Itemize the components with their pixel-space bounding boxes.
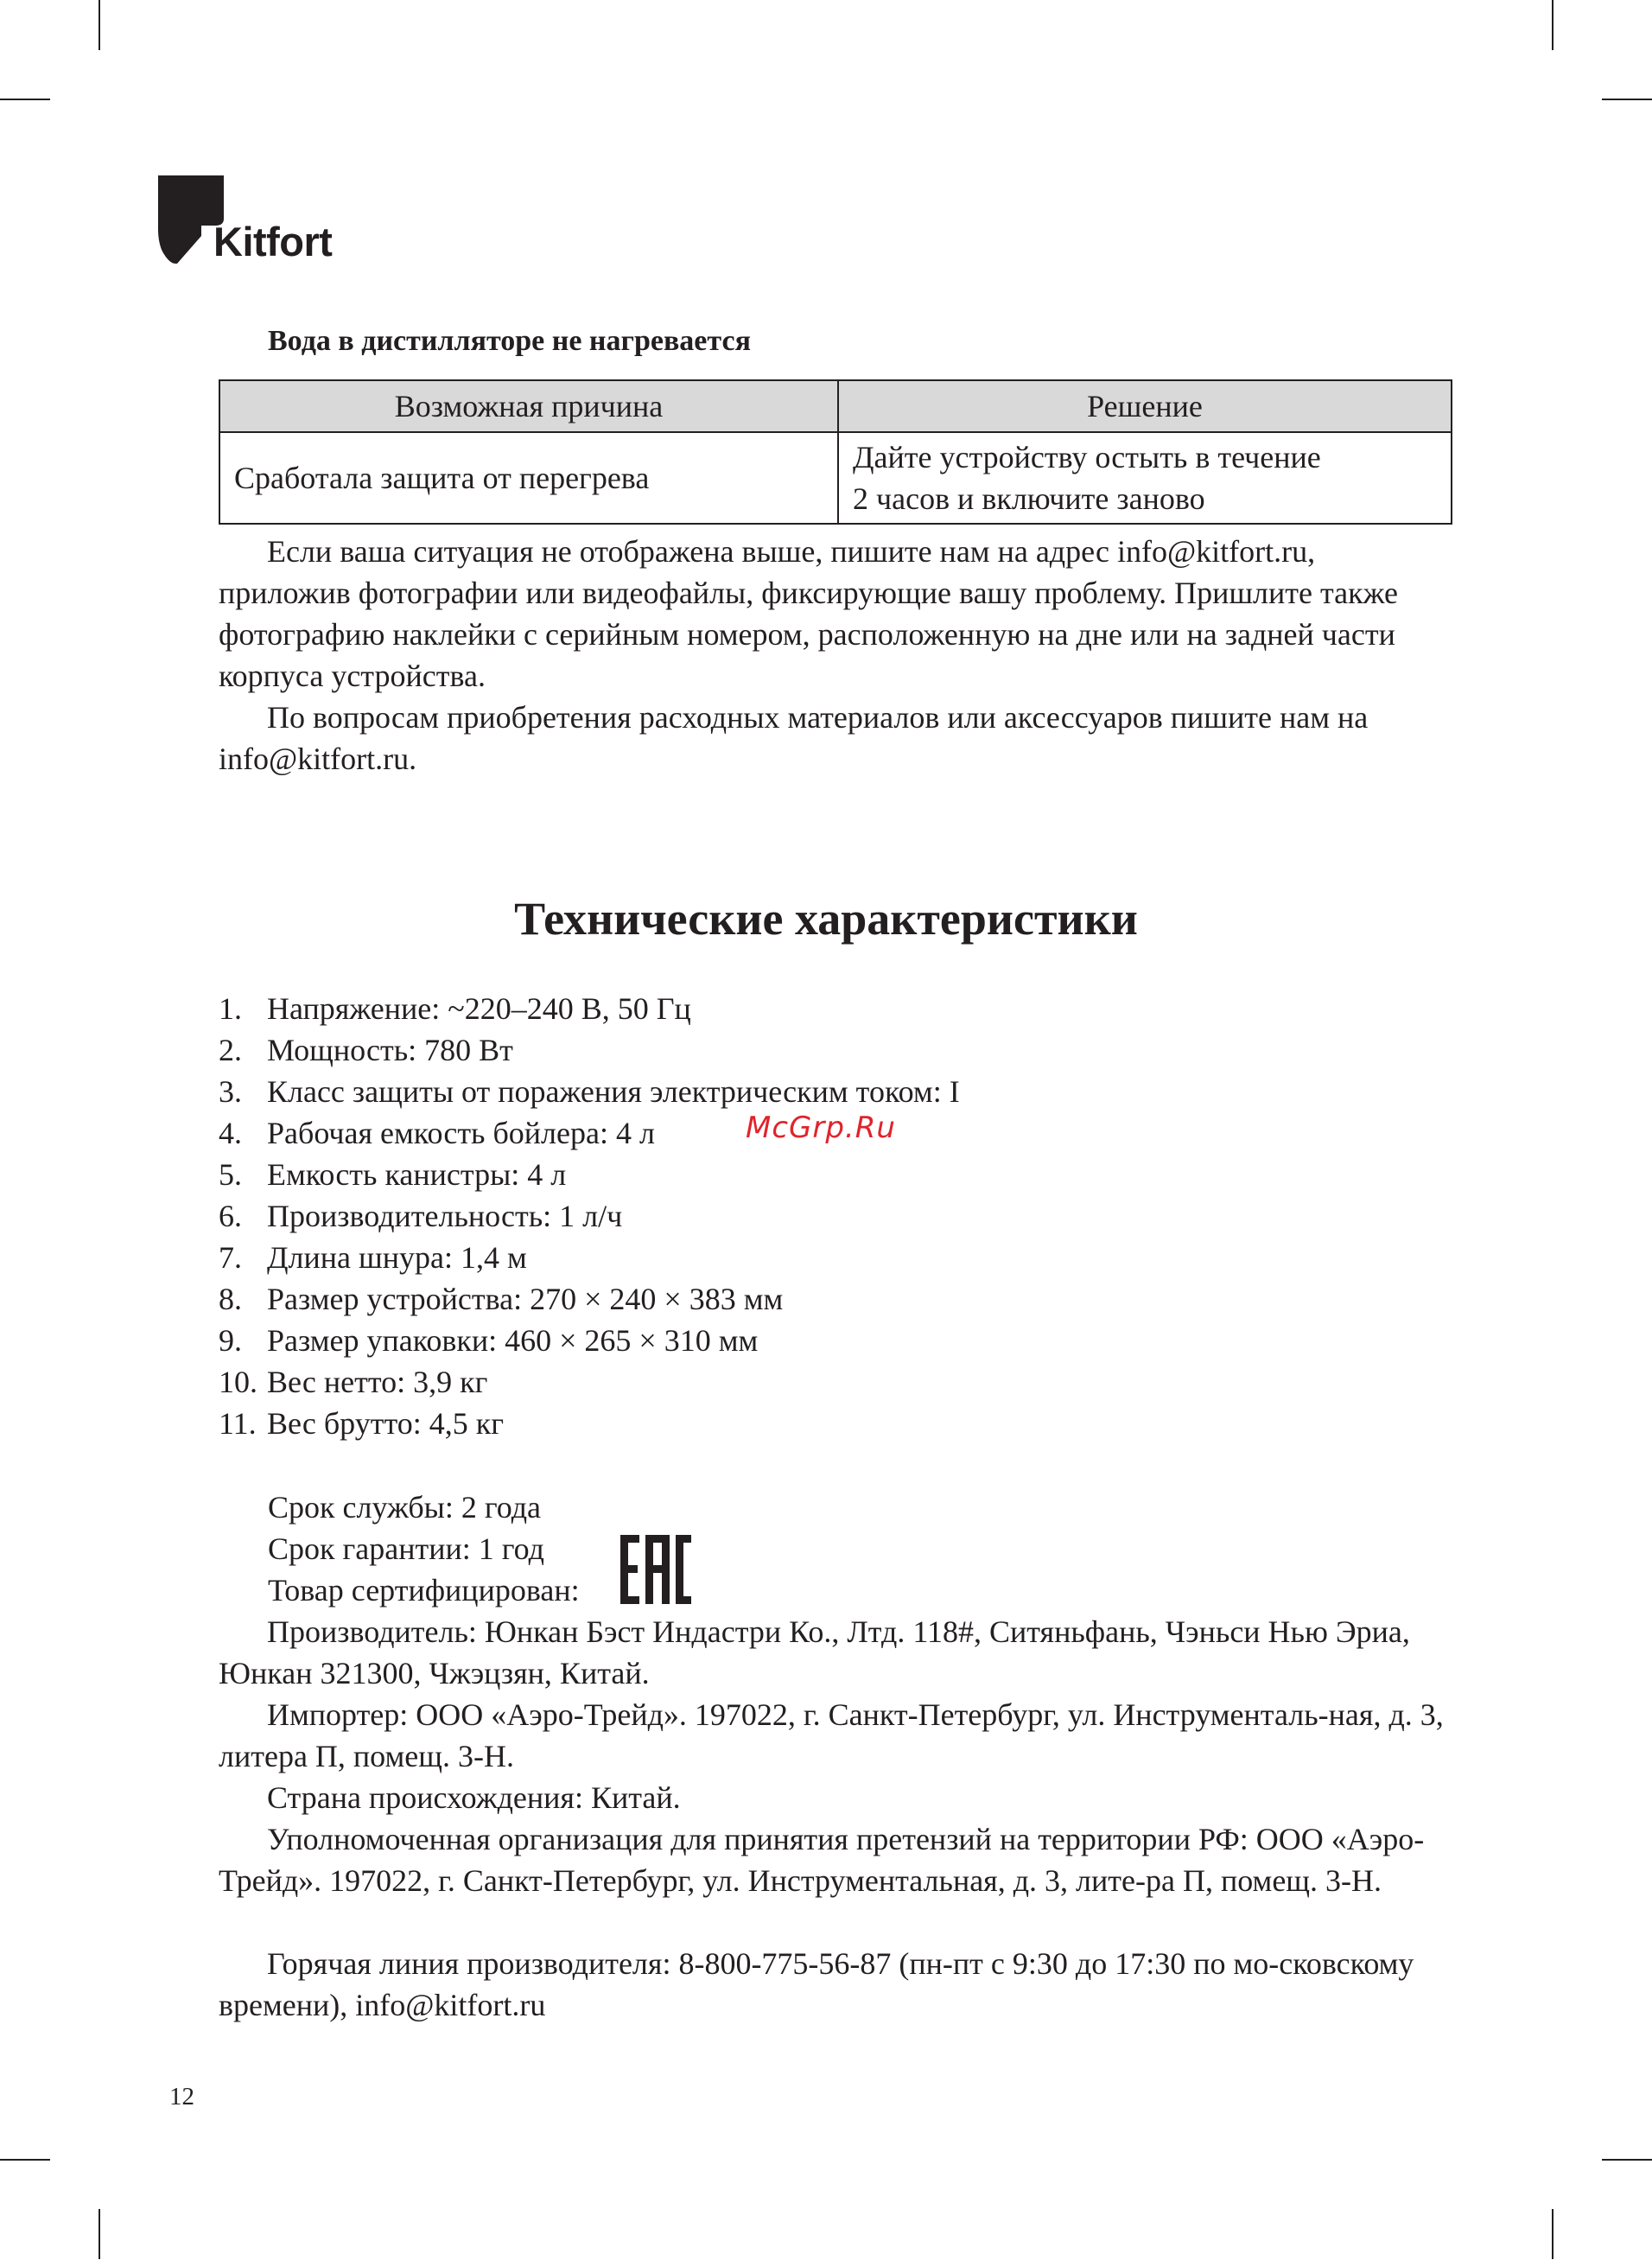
watermark: McGrp.Ru xyxy=(746,1111,896,1145)
crop-mark xyxy=(98,2209,100,2259)
item-number: 4. xyxy=(219,1116,242,1150)
item-number: 2. xyxy=(219,1033,242,1067)
warranty: Срок гарантии: 1 год xyxy=(268,1531,544,1566)
item-text: Напряжение: ~220–240 В, 50 Гц xyxy=(267,991,691,1026)
eac-mark xyxy=(620,1535,691,1608)
solution-line: 2 часов и включите заново xyxy=(853,481,1205,516)
item-number: 8. xyxy=(219,1282,242,1316)
item-text: Размер устройства: 270 × 240 × 383 мм xyxy=(267,1282,784,1316)
crop-mark xyxy=(1552,0,1554,50)
list-item xyxy=(219,1237,960,1278)
origin: Страна происхождения: Китай. xyxy=(267,1780,681,1815)
column-header-cause: Возможная причина xyxy=(219,380,838,432)
table-row xyxy=(219,432,1452,524)
troubleshoot-heading: Вода в дистилляторе не нагревается xyxy=(268,325,751,357)
item-text: Рабочая емкость бойлера: 4 л xyxy=(267,1116,655,1150)
crop-mark xyxy=(0,2159,50,2161)
accessories-paragraph: По вопросам приобретения расходных материалов или аксессуаров пишите нам на info@kitfort.ru. xyxy=(219,700,1369,776)
list-item xyxy=(219,1403,960,1444)
list-item xyxy=(219,1361,960,1403)
item-text: Вес брутто: 4,5 кг xyxy=(267,1406,504,1441)
specs-list xyxy=(219,988,960,1444)
crop-mark xyxy=(1552,2209,1554,2259)
contact-paragraph: Если ваша ситуация не отображена выше, пишите нам на адрес info@kitfort.ru, приложив фотографии или видеофайлы, фиксирующие вашу проблему. Пришлите также фотографию наклейки с серийным номером, расположенную на дне или на задней части корпуса устройства. xyxy=(219,534,1399,693)
solution-cell xyxy=(838,432,1452,524)
item-number: 5. xyxy=(219,1157,242,1192)
item-text: Класс защиты от поражения электрическим током: I xyxy=(267,1074,960,1109)
item-number: 9. xyxy=(219,1323,242,1358)
manufacturer: Производитель: Юнкан Бэст Индастри Ко., Лтд. 118#, Ситяньфань, Чэньси Нью Эриа, Юнкан 321300, Чжэцзян, Китай. xyxy=(219,1614,1410,1690)
item-text: Мощность: 780 Вт xyxy=(267,1033,513,1067)
list-item xyxy=(219,1195,960,1237)
crop-mark xyxy=(1602,2159,1652,2161)
list-item xyxy=(219,1071,960,1112)
authorized-organization: Уполномоченная организация для принятия претензий на территории РФ: ООО «Аэро-Трейд». 197022, г. Санкт-Петербург, ул. Инструментальная, д. 3, лите-ра П, помещ. 3-Н. xyxy=(219,1822,1425,1898)
list-item xyxy=(219,1154,960,1195)
column-header-solution: Решение xyxy=(838,380,1452,432)
item-text: Производительность: 1 л/ч xyxy=(267,1199,623,1233)
service-life: Срок службы: 2 года xyxy=(268,1490,542,1525)
hotline: Горячая линия производителя: 8-800-775-56-87 (пн-пт с 9:30 до 17:30 по мо-сковскому времени), info@kitfort.ru xyxy=(219,1946,1414,2022)
brand-name: Kitfort xyxy=(213,219,333,264)
item-number: 6. xyxy=(219,1199,242,1233)
list-item xyxy=(219,1029,960,1071)
importer: Импортер: ООО «Аэро-Трейд». 197022, г. Санкт-Петербург, ул. Инструменталь-ная, д. 3, литера П, помещ. 3-Н. xyxy=(219,1697,1444,1773)
crop-mark xyxy=(0,99,50,100)
crop-mark xyxy=(1602,99,1652,100)
page-number: 12 xyxy=(169,2083,194,2110)
crop-mark xyxy=(98,0,100,50)
table-header-row xyxy=(219,380,1452,432)
item-number: 7. xyxy=(219,1240,242,1275)
certified-label: Товар сертифицирован: xyxy=(268,1573,580,1607)
item-number: 3. xyxy=(219,1074,242,1109)
item-number: 11. xyxy=(219,1406,257,1441)
item-text: Длина шнура: 1,4 м xyxy=(267,1240,527,1275)
list-item xyxy=(219,1320,960,1361)
specs-title: Технические характеристики xyxy=(514,893,1138,945)
cause-cell: Сработала защита от перегрева xyxy=(219,432,838,524)
brand-logo xyxy=(158,175,340,266)
item-text: Вес нетто: 3,9 кг xyxy=(267,1365,488,1399)
item-text: Размер упаковки: 460 × 265 × 310 мм xyxy=(267,1323,759,1358)
solution-line: Дайте устройству остыть в течение xyxy=(853,440,1321,474)
item-text: Емкость канистры: 4 л xyxy=(267,1157,567,1192)
eac-icon xyxy=(620,1535,691,1604)
troubleshoot-table xyxy=(219,379,1452,525)
item-number: 1. xyxy=(219,991,242,1026)
item-number: 10. xyxy=(219,1365,257,1399)
list-item xyxy=(219,988,960,1029)
list-item xyxy=(219,1278,960,1320)
